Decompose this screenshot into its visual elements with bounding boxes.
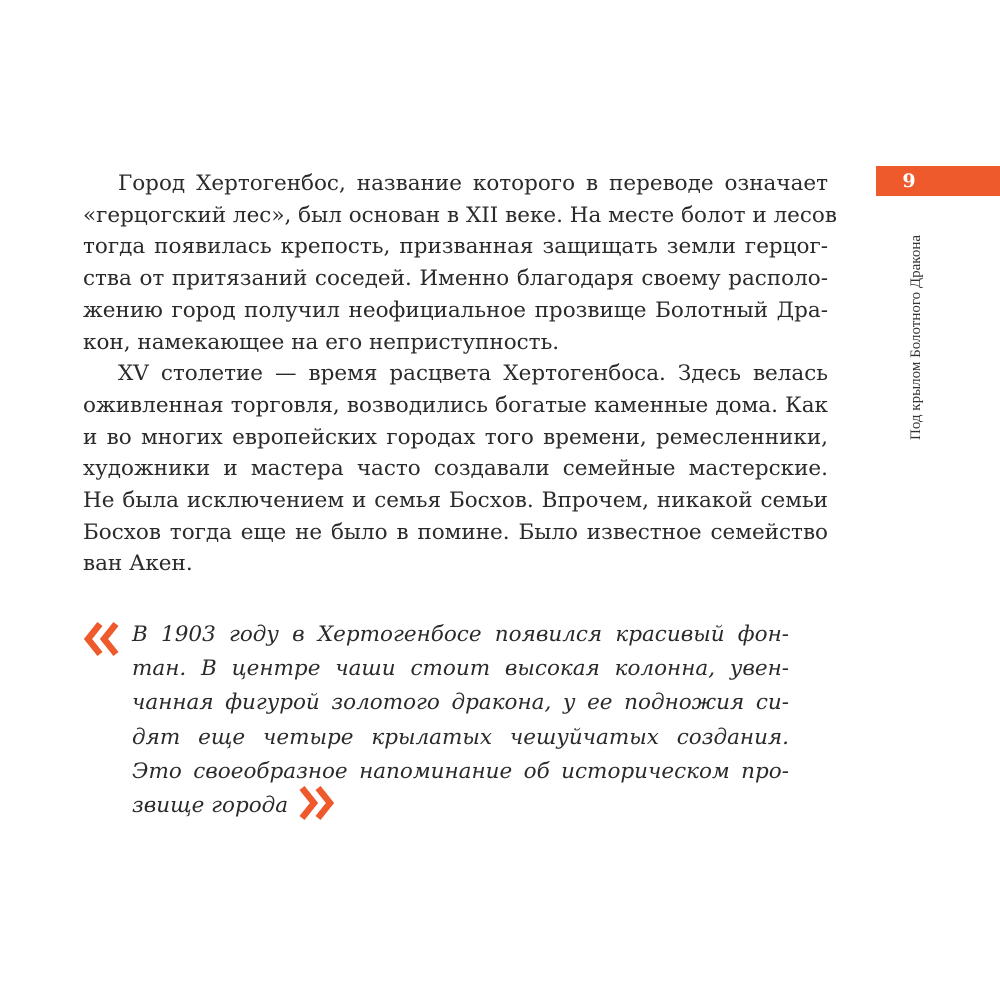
text-line: художники и мастера часто создавали семейные мастерские. xyxy=(83,456,828,482)
quote-line: Это своеобразное напоминание об историческом про- xyxy=(132,758,789,784)
body-text xyxy=(83,168,837,580)
text-line: ства от притязаний соседей. Именно благодаря своему располо- xyxy=(83,266,828,292)
text-line: XV столетие — время расцвета Хертогенбоса. Здесь велась xyxy=(118,361,828,387)
paragraph-2 xyxy=(83,358,828,580)
quote-line: тан. В центре чаши стоит высокая колонна, увен- xyxy=(132,656,789,682)
double-chevron-left-icon xyxy=(82,622,124,656)
double-chevron-right-icon xyxy=(294,786,336,820)
quote-line: дят еще четыре крылатых чешуйчатых создания. xyxy=(132,724,789,750)
page-number-tab xyxy=(876,166,1000,196)
text-line: Город Хертогенбос, название которого в переводе означает xyxy=(118,171,828,196)
text-line: жению город получил неофициальное прозвище Болотный Дра- xyxy=(83,297,828,323)
text-line: тогда появилась крепость, призванная защищать земли герцог- xyxy=(83,234,828,260)
text-line: Не была исключением и семья Босхов. Впрочем, никакой семьи xyxy=(83,488,828,514)
quote-line: В 1903 году в Хертогенбосе появился красивый фон- xyxy=(132,622,789,647)
quote-line: чанная фигурой золотого дракона, у ее подножия си- xyxy=(132,690,789,716)
paragraph-1 xyxy=(83,168,837,358)
text-line: оживленная торговля, возводились богатые каменные дома. Как xyxy=(83,392,828,418)
quote-text xyxy=(132,618,789,823)
running-head: Под крылом Болотного Дракона xyxy=(908,234,924,440)
text-line: Босхов тогда еще не было в помине. Было известное семейство xyxy=(83,519,828,545)
text-line: кон, намекающее на его неприступность. xyxy=(83,329,560,355)
text-line: ван Акен. xyxy=(83,551,193,577)
quote-line-last xyxy=(132,789,789,823)
text-line: «герцогский лес», был основан в XII веке. На месте болот и лесов xyxy=(83,202,837,228)
text-line: и во многих европейских городах того времени, ремесленники, xyxy=(83,424,828,450)
page-number: 9 xyxy=(902,170,916,192)
quote-line-text: звище города xyxy=(132,793,289,819)
